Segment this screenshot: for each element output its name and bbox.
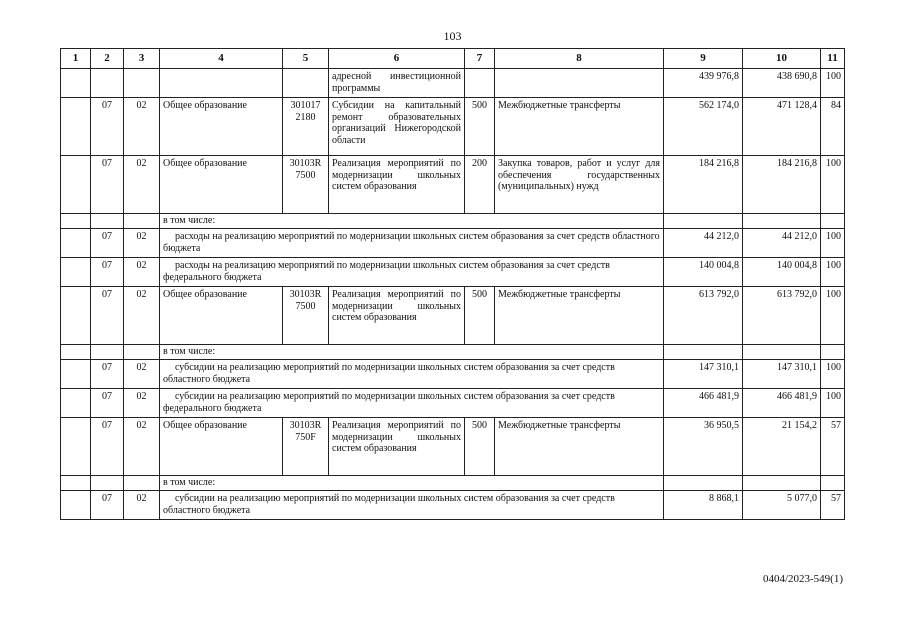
cell-subsection: 02	[124, 360, 160, 389]
cell-section: 07	[91, 229, 124, 258]
table-row	[61, 360, 845, 389]
subtotal-label: в том числе:	[160, 345, 664, 360]
table-row	[61, 156, 845, 214]
col-header: 2	[91, 49, 124, 69]
cell-description: Субсидии на капитальный ремонт образовательных организаций Нижегородской области	[329, 98, 465, 156]
cell-section: 07	[91, 418, 124, 476]
cell-percent: 100	[821, 389, 845, 418]
cell-subsection: 02	[124, 156, 160, 214]
cell-type: Межбюджетные трансферты	[495, 98, 664, 156]
cell-percent: 100	[821, 69, 845, 98]
cell-value: 471 128,4	[743, 98, 821, 156]
cell-value: 44 212,0	[664, 229, 743, 258]
cell-subsection: 02	[124, 491, 160, 520]
cell-section: 07	[91, 156, 124, 214]
cell-percent: 100	[821, 156, 845, 214]
cell-value: 613 792,0	[664, 287, 743, 345]
table-row	[61, 389, 845, 418]
col-header: 10	[743, 49, 821, 69]
document-code: 0404/2023-549(1)	[762, 573, 843, 585]
cell-name: Общее образование	[160, 98, 283, 156]
cell-value: 466 481,9	[743, 389, 821, 418]
cell-subsection: 02	[124, 389, 160, 418]
table-row	[61, 69, 845, 98]
cell-percent: 100	[821, 258, 845, 287]
page-number: 103	[443, 29, 462, 43]
cell-percent: 57	[821, 491, 845, 520]
cell-value: 5 077,0	[743, 491, 821, 520]
cell-subsection: 02	[124, 258, 160, 287]
cell-value: 184 216,8	[743, 156, 821, 214]
subtotal-label: в том числе:	[160, 476, 664, 491]
cell-value: 44 212,0	[743, 229, 821, 258]
cell-type-code: 500	[465, 287, 495, 345]
cell-value: 147 310,1	[664, 360, 743, 389]
cell-detail: расходы на реализацию мероприятий по модернизации школьных систем образования за счет средств областного бюджета	[160, 229, 664, 258]
cell-section: 07	[91, 389, 124, 418]
cell-value: 613 792,0	[743, 287, 821, 345]
table-row	[61, 418, 845, 476]
header-row	[61, 49, 845, 69]
cell-description: Реализация мероприятий по модернизации школьных систем образования	[329, 418, 465, 476]
table-row	[61, 345, 845, 360]
cell-value: 147 310,1	[743, 360, 821, 389]
col-header: 9	[664, 49, 743, 69]
cell-subsection: 02	[124, 418, 160, 476]
cell-description: Реализация мероприятий по модернизации школьных систем образования	[329, 287, 465, 345]
cell-description: Реализация мероприятий по модернизации школьных систем образования	[329, 156, 465, 214]
table-row	[61, 98, 845, 156]
table-row	[61, 491, 845, 520]
col-header: 5	[283, 49, 329, 69]
cell-code: 301017 2180	[283, 98, 329, 156]
cell-section: 07	[91, 98, 124, 156]
cell-subsection: 02	[124, 287, 160, 345]
cell-type: Межбюджетные трансферты	[495, 287, 664, 345]
cell-type-code: 500	[465, 418, 495, 476]
table-row	[61, 287, 845, 345]
col-header: 3	[124, 49, 160, 69]
cell-subsection: 02	[124, 98, 160, 156]
col-header: 11	[821, 49, 845, 69]
subtotal-label: в том числе:	[160, 214, 664, 229]
cell-percent: 57	[821, 418, 845, 476]
cell-value: 184 216,8	[664, 156, 743, 214]
cell-name: Общее образование	[160, 156, 283, 214]
cell-section: 07	[91, 360, 124, 389]
cell-value: 438 690,8	[743, 69, 821, 98]
cell-type: Закупка товаров, работ и услуг для обеспечения государственных (муниципальных) нужд	[495, 156, 664, 214]
table-row	[61, 258, 845, 287]
cell-value: 562 174,0	[664, 98, 743, 156]
col-header: 1	[61, 49, 91, 69]
cell-value: 140 004,8	[743, 258, 821, 287]
cell-code: 30103R 7500	[283, 156, 329, 214]
cell-section: 07	[91, 258, 124, 287]
cell-detail: субсидии на реализацию мероприятий по модернизации школьных систем образования за счет средств федерального бюджета	[160, 389, 664, 418]
table-row	[61, 214, 845, 229]
cell-section: 07	[91, 491, 124, 520]
cell-percent: 100	[821, 360, 845, 389]
cell-value: 140 004,8	[664, 258, 743, 287]
cell-detail: субсидии на реализацию мероприятий по модернизации школьных систем образования за счет средств областного бюджета	[160, 491, 664, 520]
col-header: 4	[160, 49, 283, 69]
cell-name: Общее образование	[160, 418, 283, 476]
cell-code: 30103R 750F	[283, 418, 329, 476]
cell-name: Общее образование	[160, 287, 283, 345]
cell-type-code: 200	[465, 156, 495, 214]
cell-percent: 100	[821, 229, 845, 258]
cell-percent: 84	[821, 98, 845, 156]
col-header: 8	[495, 49, 664, 69]
cell-type-code: 500	[465, 98, 495, 156]
cell-section: 07	[91, 287, 124, 345]
cell-detail: субсидии на реализацию мероприятий по модернизации школьных систем образования за счет средств областного бюджета	[160, 360, 664, 389]
cell-value: 439 976,8	[664, 69, 743, 98]
cell-value: 8 868,1	[664, 491, 743, 520]
cell-value: 466 481,9	[664, 389, 743, 418]
col-header: 6	[329, 49, 465, 69]
col-header: 7	[465, 49, 495, 69]
cell-value: 21 154,2	[743, 418, 821, 476]
cell-detail: расходы на реализацию мероприятий по модернизации школьных систем образования за счет средств федерального бюджета	[160, 258, 664, 287]
table-row	[61, 476, 845, 491]
cell-code: 30103R 7500	[283, 287, 329, 345]
cell-percent: 100	[821, 287, 845, 345]
budget-table	[60, 48, 845, 520]
cell-description: адресной инвестиционной программы	[329, 69, 465, 98]
table-row	[61, 229, 845, 258]
cell-type: Межбюджетные трансферты	[495, 418, 664, 476]
cell-value: 36 950,5	[664, 418, 743, 476]
cell-subsection: 02	[124, 229, 160, 258]
